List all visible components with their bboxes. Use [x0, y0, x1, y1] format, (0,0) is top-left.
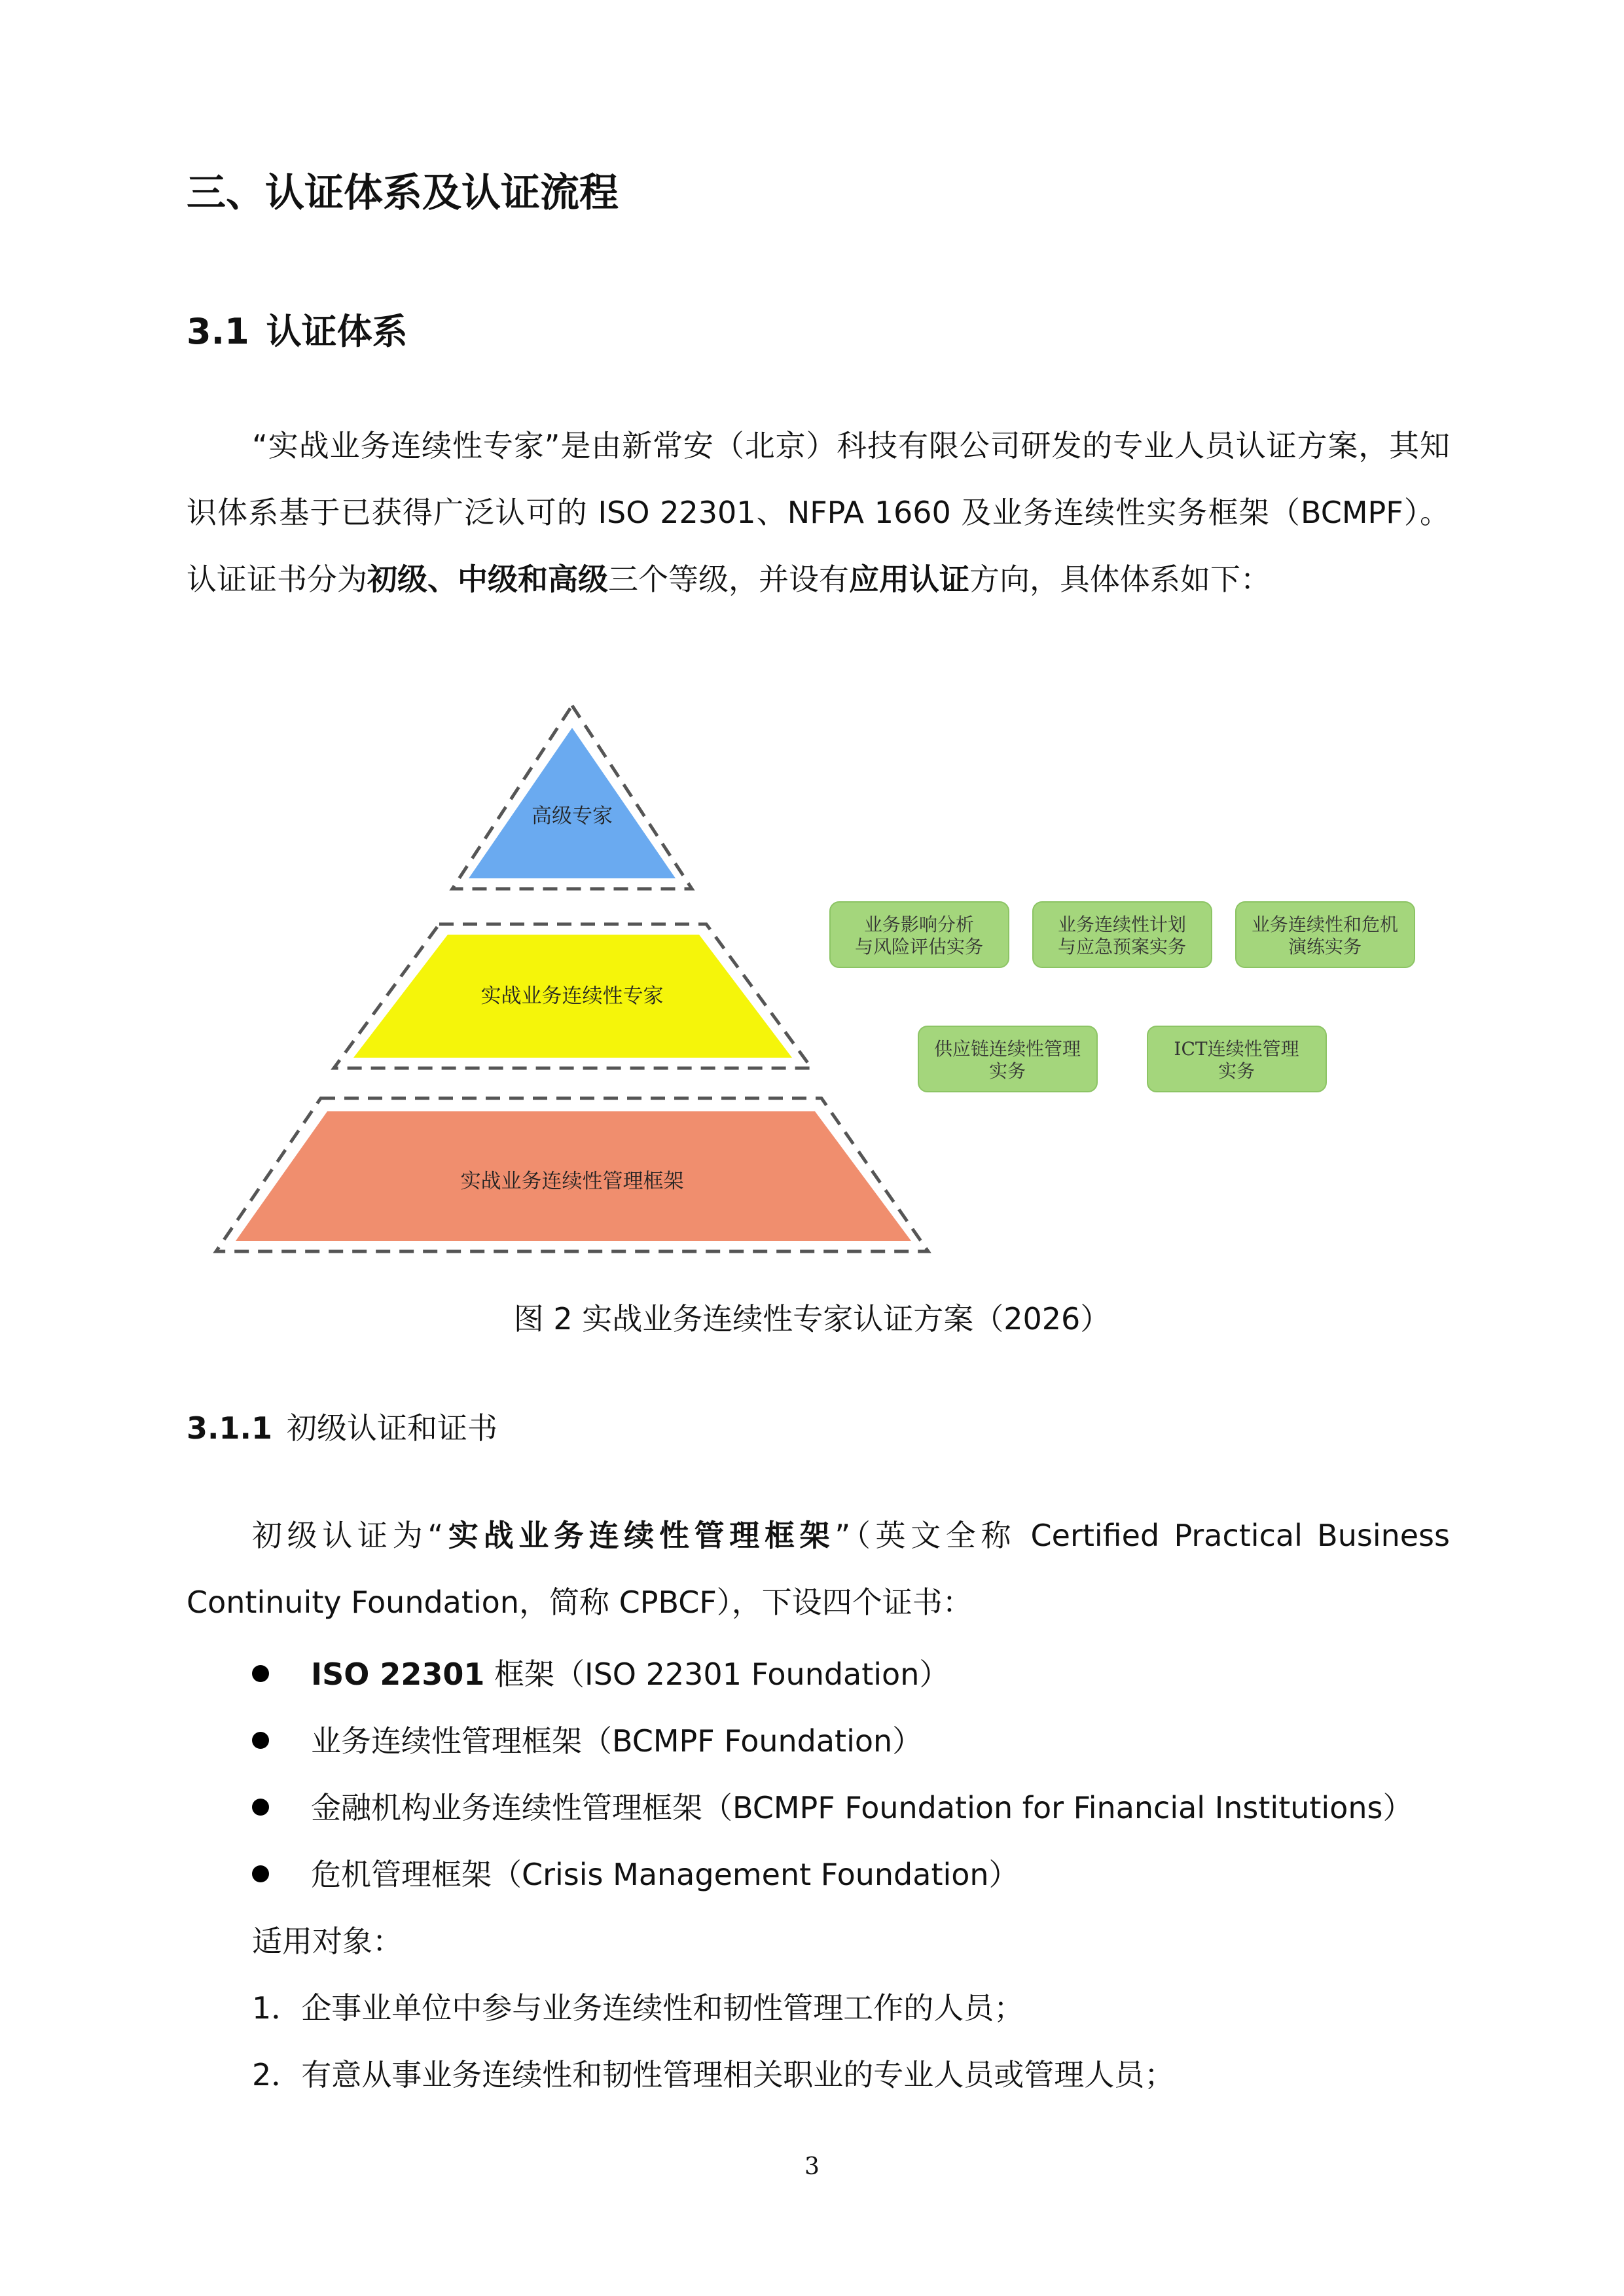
application-box-line: ICT连续性管理: [1174, 1038, 1299, 1060]
figure-caption: 图 2 实战业务连续性专家认证方案（2026）: [513, 1301, 1111, 1336]
application-box-line: 供应链连续性管理: [933, 1038, 1081, 1060]
primary-bold-name: 实战业务连续性管理框架: [443, 1518, 835, 1553]
section-heading: 三、认证体系及认证流程: [187, 170, 619, 216]
intro-bold-application: 应用认证: [849, 562, 969, 597]
subsection-heading: [187, 308, 408, 356]
top-tier: [469, 728, 676, 878]
certification-diagram: [0, 687, 1624, 1296]
application-box-line: 业务连续性计划: [1057, 914, 1187, 935]
bullet-dot: [252, 1665, 269, 1682]
page-number: 3: [804, 2153, 820, 2180]
audience-item: 1．企事业单位中参与业务连续性和韧性管理工作的人员；: [252, 1990, 1024, 2026]
subsubsection-number: 3.1.1: [187, 1410, 272, 1446]
application-box-line: 业务影响分析: [863, 914, 975, 935]
intro-text-1: “实战业务连续性专家”是由新常安（北京）科技有限公司研发的专业人员认证方案，其知识体系基于已获得广泛认可的 ISO 22301、NFPA 1660 及业务连续性实务框架（BCMPF）。认证证书分为: [187, 428, 1450, 597]
cert-bold: ISO 22301: [311, 1657, 485, 1692]
application-box-bia: [830, 902, 1009, 967]
primary-text-2: ”（英文全称 Certified Practical Business Continuity Foundation，简称 CPBCF），下设四个证书：: [187, 1518, 1450, 1620]
application-box-line: 实务: [1218, 1060, 1255, 1082]
audience-label: 适用对象：: [252, 1924, 403, 1959]
intro-text-2: 三个等级，并设有: [608, 562, 849, 597]
bullet-dot: [252, 1865, 269, 1882]
application-box-line: 业务连续性和危机: [1251, 914, 1399, 935]
subsection-title: 认证体系: [266, 311, 408, 352]
subsubsection-title: 初级认证和证书: [286, 1410, 497, 1446]
application-box-line: 与风险评估实务: [854, 936, 984, 958]
intro-paragraph: [187, 412, 1450, 613]
primary-paragraph: [187, 1502, 1450, 1636]
primary-text-1: 初级认证为“: [252, 1518, 444, 1553]
application-box-line: 与应急预案实务: [1057, 936, 1187, 958]
middle-tier-label: 实战业务连续性专家: [480, 984, 664, 1008]
top-tier-label: 高级专家: [532, 804, 613, 828]
bottom-tier-label: 实战业务连续性管理框架: [460, 1170, 684, 1193]
bullet-dot: [252, 1732, 269, 1749]
bullet-dot: [252, 1799, 269, 1816]
application-box-ict: [1147, 1026, 1326, 1092]
application-box-supply-chain: [918, 1026, 1097, 1092]
cert-text: 危机管理框架（Crisis Management Foundation）: [311, 1857, 1019, 1892]
intro-bold-levels: 初级、中级和高级: [367, 562, 608, 597]
cert-text: 框架（ISO 22301 Foundation）: [484, 1657, 950, 1692]
application-box-bcp: [1033, 902, 1212, 967]
application-box-line: 演练实务: [1288, 936, 1362, 958]
cert-text: 金融机构业务连续性管理框架（BCMPF Foundation for Financial Institutions）: [311, 1790, 1413, 1825]
subsubsection-heading: [187, 1407, 497, 1449]
cert-text: 业务连续性管理框架（BCMPF Foundation）: [311, 1723, 923, 1759]
application-box-exercise: [1236, 902, 1415, 967]
subsection-number: 3.1: [187, 311, 249, 352]
intro-text-3: 方向，具体体系如下：: [969, 562, 1271, 597]
audience-item: 2．有意从事业务连续性和韧性管理相关职业的专业人员或管理人员；: [252, 2057, 1175, 2092]
application-box-line: 实务: [988, 1060, 1026, 1082]
